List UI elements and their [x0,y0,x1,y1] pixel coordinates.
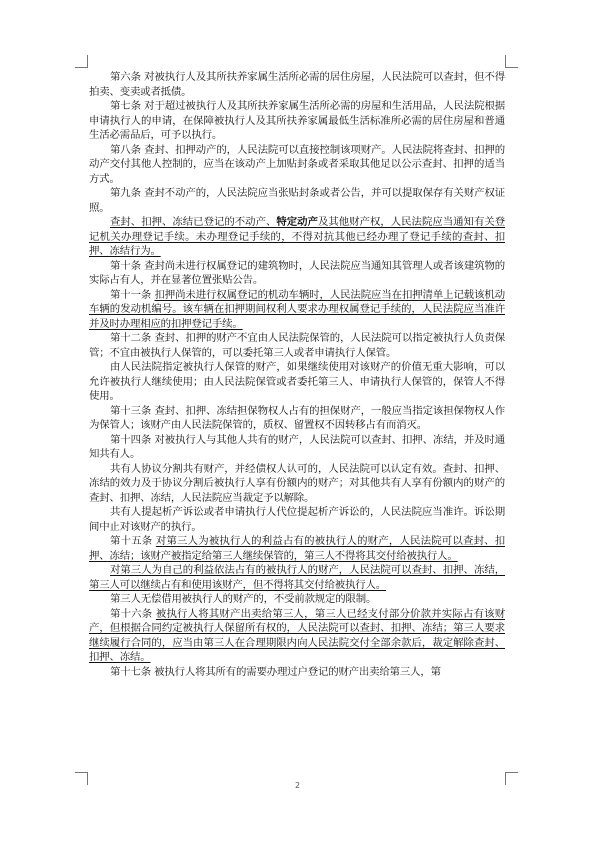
article-17: 第十七条 被执行人将其所有的需要办理过户登记的财产出卖给第三人，第 [110,665,441,678]
article-15-label: 第十五条 [110,535,156,547]
article-8: 第八条 查封、扣押动产的，人民法院可以直接控制该项财产。人民法院将查封、扣押的动产交付其他人控制的，应当在该动产上加贴封条或者采取其他足以公示查封、扣押的适当方式。 [89,143,505,185]
article-15-para-3: 第三人无偿借用被执行人的财产的，不受前款规定的限制。 [110,593,377,605]
article-7: 第七条 对于超过被执行人及其所扶养家属生活所必需的房屋和生活用品，人民法院根据申请执行人的申请，在保障被执行人及其所扶养家属最低生活标准所必需的居住房屋和普通生活必需品后，可予以执行。 [89,100,505,141]
crop-mark-top-right [505,55,518,68]
document-body [89,70,505,679]
article-12: 第十二条 查封、扣押的财产不宜由人民法院保管的，人民法院可以指定被执行人负责保管；不宜由被执行人保管的，可以委托第三人或者申请执行人保管。 [89,332,505,359]
article-6: 第六条 对被执行人及其所扶养家属生活所必需的居住房屋，人民法院可以查封，但不得拍卖、变卖或者抵债。 [89,71,505,98]
article-15 [89,534,505,563]
article-11-body: 扣押尚未进行权属登记的机动车辆时，人民法院应当在扣押清单上记载该机动车辆的发动机编号。该车辆在扣押期间权利人要求办理权属登记手续的，人民法院应当准许并及时办理相应的扣押登记手续。 [89,288,505,330]
article-15-para-2 [89,563,505,592]
article-13: 第十三条 查封、扣押、冻结担保物权人占有的担保财产，一般应当指定该担保物权人作为保管人；该财产由人民法院保管的，质权、留置权不因转移占有而消灭。 [89,404,505,431]
article-14: 第十四条 对被执行人与其他人共有的财产，人民法院可以查封、扣押、冻结，并及时通知共有人。 [89,433,505,460]
article-16-label: 第十六条 [110,607,156,620]
crop-mark-top-left [75,55,88,68]
registered-text-bold: 特定动产 [276,216,318,228]
article-15-body: 对第三人为被执行人的利益占有的被执行人的财产，人民法院可以查封、扣押、冻结；该财产被指定给第三人继续保管的，第三人不得将其交付给被执行人。 [89,535,506,562]
article-16 [89,607,505,665]
third-party-text: 对第三人为自己的利益依法占有的被执行人的财产，人民法院可以查封、扣押、冻结，第三人可以继续占有和使用该财产，但不得将其交付给被执行人。 [89,564,505,591]
registered-property-paragraph [89,215,505,259]
registered-text-c: 及其他财产权，人民法院应当通知有关登记机关办理登记手续。未办理登记手续的，不得对抗其他已经办理了登记手续的查封、扣押、冻结行为。 [89,216,505,257]
article-11-label: 第十一条 [110,288,155,301]
page-number: 2 [294,781,301,790]
article-14-para-2: 共有人协议分割共有财产，并经债权人认可的，人民法院可以认定有效。查封、扣押、冻结的效力及于协议分割后被执行人享有份额内的财产；对其他共有人享有份额内的财产的查封、扣押、冻结，人民法院应当裁定予以解除。 [89,462,505,504]
article-9: 第九条 查封不动产的，人民法院应当张贴封条或者公告，并可以提取保存有关财产权证照。 [89,187,505,214]
article-14-para-3: 共有人提起析产诉讼或者申请执行人代位提起析产诉讼的，人民法院应当准许。诉讼期间中止对该财产的执行。 [89,506,505,533]
article-12-para-2: 由人民法院指定被执行人保管的财产，如果继续使用对该财产的价值无重大影响，可以允许被执行人继续使用；由人民法院保管或者委托第三人、申请执行人保管的，保管人不得使用。 [89,361,505,402]
article-11 [89,288,505,332]
registered-text-a: 查封、扣押、冻结已登记的不动产、 [110,216,277,228]
article-16-body: 被执行人将其财产出卖给第三人，第三人已经支付部分价款并实际占有该财产，但根据合同约定被执行人保留所有权的，人民法院可以查封、扣押、冻结；第三人要求继续履行合同的，应当由第三人在合理期限内向人民法院交付全部余款后，裁定解除查封、扣押、冻结。 [89,607,506,663]
article-10: 第十条 查封尚未进行权属登记的建筑物时，人民法院应当通知其管理人或者该建筑物的实际占有人，并在显著位置张贴公告。 [89,259,505,286]
